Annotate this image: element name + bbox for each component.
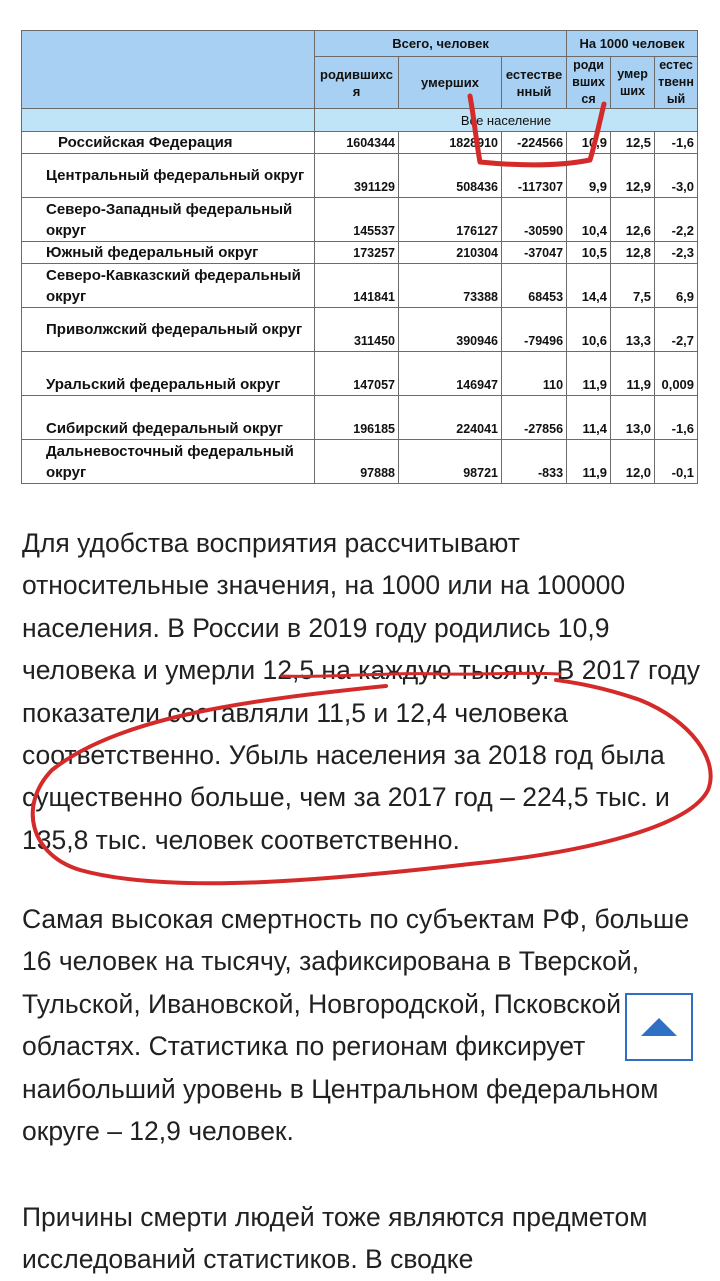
- natural-increase-cell: -30590: [502, 198, 567, 242]
- region-name-cell: Северо-Кавказский федеральный округ: [22, 264, 315, 308]
- deaths-cell: 508436: [399, 154, 502, 198]
- table-row: [22, 440, 698, 484]
- deaths-rate-cell: 12,8: [611, 242, 655, 264]
- natural-rate-cell: 6,9: [655, 264, 698, 308]
- region-name-cell: Южный федеральный округ: [22, 242, 315, 264]
- region-name-cell: Центральный федеральный округ: [22, 154, 315, 198]
- table-row: [22, 132, 698, 154]
- births-rate-cell: 14,4: [567, 264, 611, 308]
- region-name-cell: Российская Федерация: [22, 132, 315, 154]
- scroll-to-top-button[interactable]: [625, 993, 693, 1061]
- deaths-cell: 98721: [399, 440, 502, 484]
- deaths-cell: 1828910: [399, 132, 502, 154]
- table-corner-header: [22, 31, 315, 109]
- table-row: [22, 198, 698, 242]
- natural-rate-cell: -2,3: [655, 242, 698, 264]
- table-row: [22, 264, 698, 308]
- natural-rate-cell: -3,0: [655, 154, 698, 198]
- deaths-rate-cell: 12,6: [611, 198, 655, 242]
- band-label: Все население: [315, 109, 698, 132]
- births-cell: 97888: [315, 440, 399, 484]
- triangle-up-icon: [639, 1016, 679, 1038]
- table-row: [22, 308, 698, 352]
- births-rate-cell: 10,6: [567, 308, 611, 352]
- table-row: [22, 396, 698, 440]
- deaths-rate-cell: 11,9: [611, 352, 655, 396]
- natural-increase-cell: 110: [502, 352, 567, 396]
- natural-rate-cell: 0,009: [655, 352, 698, 396]
- deaths-rate-cell: 13,0: [611, 396, 655, 440]
- natural-rate-cell: -2,2: [655, 198, 698, 242]
- births-rate-cell: 10,5: [567, 242, 611, 264]
- births-rate-cell: 10,4: [567, 198, 611, 242]
- births-cell: 147057: [315, 352, 399, 396]
- header-group-total: Всего, человек: [315, 31, 567, 57]
- births-rate-cell: 11,4: [567, 396, 611, 440]
- deaths-cell: 224041: [399, 396, 502, 440]
- deaths-rate-cell: 13,3: [611, 308, 655, 352]
- region-name-cell: Дальневосточный федеральный округ: [22, 440, 315, 484]
- births-cell: 141841: [315, 264, 399, 308]
- deaths-rate-cell: 12,5: [611, 132, 655, 154]
- births-rate-cell: 10,9: [567, 132, 611, 154]
- article-paragraph-1: Для удобства восприятия рассчитывают относительные значения, на 1000 или на 100000 населения. В России в 2019 году родились 10,9 человека и умерли 12,5 на каждую тысячу. В 2017 году показатели составляли 11,5 и 12,4 человека соответственно. Убыль населения за 2018 год была существенно больше, чем за 2017 год – 224,5 тыс. и 135,8 тыс. человек соответственно.: [22, 528, 700, 855]
- births-cell: 196185: [315, 396, 399, 440]
- births-cell: 1604344: [315, 132, 399, 154]
- header-group-per-1000: На 1000 человек: [567, 31, 698, 57]
- region-name-cell: Приволжский федеральный округ: [22, 308, 315, 352]
- deaths-cell: 73388: [399, 264, 502, 308]
- births-cell: 145537: [315, 198, 399, 242]
- header-deaths: умерших: [399, 57, 502, 109]
- natural-rate-cell: -0,1: [655, 440, 698, 484]
- births-cell: 311450: [315, 308, 399, 352]
- header-births-rate: родившихся: [567, 57, 611, 109]
- deaths-cell: 176127: [399, 198, 502, 242]
- article-paragraph-2: Самая высокая смертность по субъектам РФ, больше 16 человек на тысячу, зафиксирована в Тверской, Тульской, Ивановской, Новгородской, Псковской областях. Статистика по регионам фиксирует наибольший уровень в Центральном федеральном округе – 12,9 человек.: [22, 904, 690, 1147]
- deaths-rate-cell: 7,5: [611, 264, 655, 308]
- natural-rate-cell: -1,6: [655, 132, 698, 154]
- table-row: [22, 154, 698, 198]
- band-blank-cell: [22, 109, 315, 132]
- deaths-rate-cell: 12,9: [611, 154, 655, 198]
- header-births: родившихся: [315, 57, 399, 109]
- region-name-cell: Северо-Западный федеральный округ: [22, 198, 315, 242]
- deaths-cell: 146947: [399, 352, 502, 396]
- births-rate-cell: 9,9: [567, 154, 611, 198]
- births-rate-cell: 11,9: [567, 440, 611, 484]
- deaths-rate-cell: 12,0: [611, 440, 655, 484]
- region-name-cell: Уральский федеральный округ: [22, 352, 315, 396]
- statistics-table: [21, 30, 698, 484]
- table-row: [22, 352, 698, 396]
- table-row: [22, 242, 698, 264]
- natural-increase-cell: -79496: [502, 308, 567, 352]
- header-natural: естественный: [502, 57, 567, 109]
- natural-rate-cell: -2,7: [655, 308, 698, 352]
- header-deaths-rate: умерших: [611, 57, 655, 109]
- region-name-cell: Сибирский федеральный округ: [22, 396, 315, 440]
- deaths-cell: 210304: [399, 242, 502, 264]
- natural-increase-cell: -37047: [502, 242, 567, 264]
- births-rate-cell: 11,9: [567, 352, 611, 396]
- natural-increase-cell: 68453: [502, 264, 567, 308]
- header-natural-rate: естественный: [655, 57, 698, 109]
- deaths-cell: 390946: [399, 308, 502, 352]
- births-cell: 391129: [315, 154, 399, 198]
- natural-rate-cell: -1,6: [655, 396, 698, 440]
- natural-increase-cell: -117307: [502, 154, 567, 198]
- births-cell: 173257: [315, 242, 399, 264]
- article-paragraph-3: Причины смерти людей тоже являются предметом исследований статистиков. В сводке: [22, 1202, 648, 1275]
- natural-increase-cell: -27856: [502, 396, 567, 440]
- natural-increase-cell: -833: [502, 440, 567, 484]
- natural-increase-cell: -224566: [502, 132, 567, 154]
